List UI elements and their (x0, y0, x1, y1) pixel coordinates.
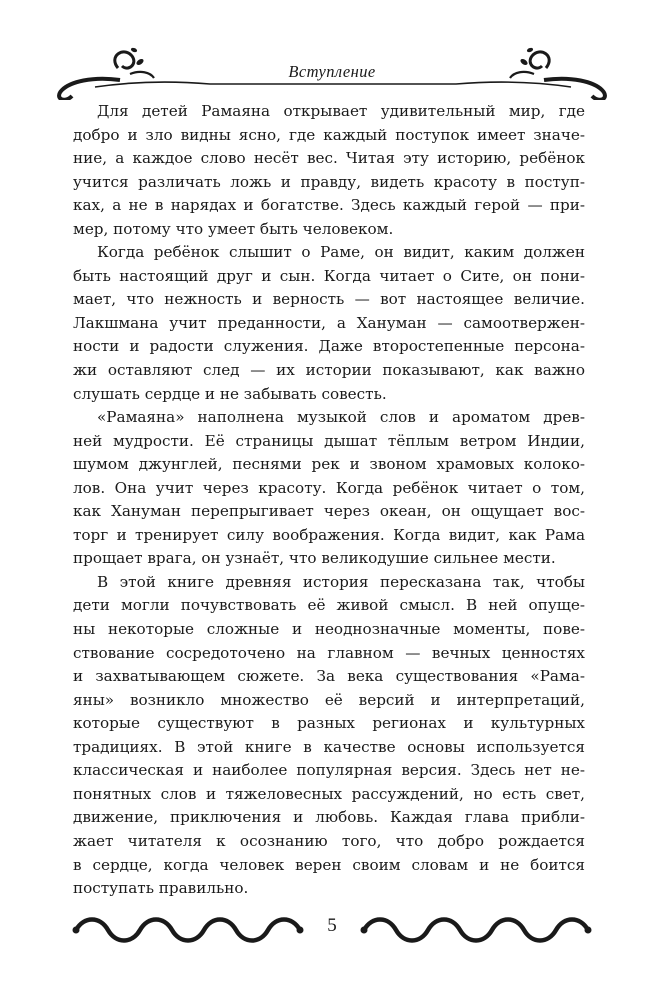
text-line: мает, что нежность и верность — вот настоящее величие. (73, 290, 585, 309)
text-line: ности и радости служения. Даже второстепенные персона- (73, 337, 585, 356)
text-line: как Хануман перепрыгивает через океан, он ощущает вос- (73, 502, 585, 521)
paragraph (73, 406, 585, 571)
text-line: движение, приключения и любовь. Каждая глава прибли- (73, 808, 585, 827)
text-line: добро и зло видны ясно, где каждый поступок имеет значе- (73, 125, 585, 144)
paragraph (73, 241, 585, 406)
text-line: поступать правильно. (73, 879, 249, 898)
text-line: понятных слов и тяжеловесных рассуждений, но есть свет, (73, 784, 585, 803)
text-line: «Рамаяна» наполнена музыкой слов и ароматом древ- (97, 408, 585, 427)
text-line: дети могли почувствовать её живой смысл. В ней опуще- (73, 596, 585, 615)
text-line: прощает врага, он узнаёт, что великодушие сильнее мести. (73, 549, 556, 568)
text-line: быть настоящий друг и сын. Когда читает о Сите, он пони- (73, 266, 585, 285)
text-line: жи оставляют след — их истории показывают, как важно (73, 361, 585, 380)
text-line: Лакшмана учит преданности, а Хануман — самоотвержен- (73, 313, 585, 332)
text-line: и захватывающем сюжете. За века существования «Рама- (73, 667, 585, 686)
text-line: учится различать ложь и правду, видеть красоту в поступ- (73, 172, 585, 191)
paragraph (73, 100, 585, 241)
text-line: классическая и наиболее популярная версия. Здесь нет не- (73, 761, 585, 780)
text-line: слушать сердце и не забывать совесть. (73, 384, 387, 403)
text-line: Когда ребёнок слышит о Раме, он видит, каким должен (97, 243, 585, 262)
text-line: ны некоторые сложные и неоднозначные моменты, пове- (73, 620, 585, 639)
text-line: которые существуют в разных регионах и культурных (73, 714, 585, 733)
text-line: ствование сосредоточено на главном — вечных ценностях (73, 643, 585, 662)
text-line: ние, а каждое слово несёт вес. Читая эту историю, ребёнок (73, 149, 585, 168)
page-number: 5 (327, 915, 337, 936)
text-line: Для детей Рамаяна открывает удивительный мир, где (97, 102, 585, 120)
text-line: яны» возникло множество её версий и интерпретаций, (73, 690, 585, 709)
running-header-title: Вступление (288, 62, 376, 81)
text-line: в сердце, когда человек верен своим словам и не боится (73, 855, 585, 874)
text-line: лов. Она учит через красоту. Когда ребёнок читает о том, (73, 478, 585, 497)
text-line: В этой книге древняя история пересказана так, чтобы (97, 572, 585, 591)
text-line: торг и тренирует силу воображения. Когда видит, как Рама (73, 525, 585, 544)
text-line: традициях. В этой книге в качестве основы используется (73, 737, 585, 756)
text-line: ней мудрости. Её страницы дышат тёплым ветром Индии, (73, 431, 585, 450)
text-line: ках, а не в нарядах и богатстве. Здесь каждый герой — при- (73, 196, 585, 215)
text-line: мер, потому что умеет быть человеком. (73, 219, 394, 238)
body-text (73, 100, 585, 901)
paragraph (73, 571, 585, 901)
text-line: жает читателя к осознанию того, что добро рождается (73, 831, 585, 850)
text-line: шумом джунглей, песнями рек и звоном храмовых колоко- (73, 455, 585, 474)
